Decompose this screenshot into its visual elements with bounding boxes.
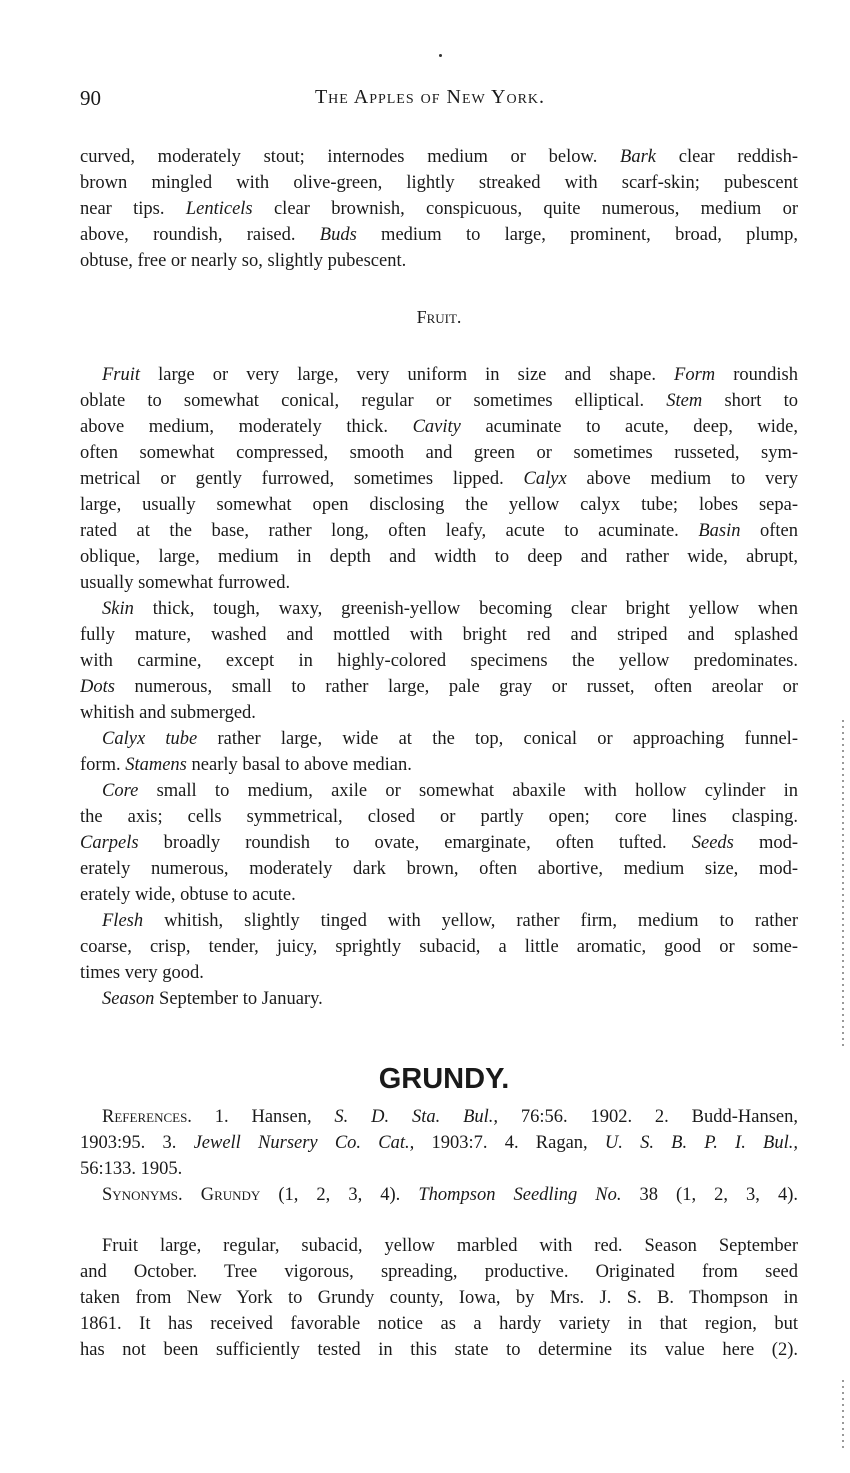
text-run: above medium to very (566, 469, 798, 489)
italic-term: Seeds (691, 833, 734, 853)
text-run: with carmine, except in highly-colored specimens the yellow predominates. (80, 651, 798, 671)
italic-term: Jewell Nursery Co. Cat., (193, 1133, 415, 1153)
scan-speck (439, 54, 442, 57)
text-run: metrical or gently furrowed, sometimes lipped. (80, 469, 524, 489)
text-run: often somewhat compressed, smooth and green or sometimes russeted, sym- (80, 443, 798, 463)
text-run: 56:133. 1905. (80, 1159, 183, 1179)
text-run: whitish, slightly tinged with yellow, rather firm, medium to rather (143, 911, 798, 931)
italic-term: Flesh (102, 911, 144, 931)
text-line (80, 778, 798, 804)
text-line (80, 1337, 798, 1363)
text-run: short to (702, 391, 798, 411)
running-title: The Apples of New York. (314, 86, 546, 108)
text-run: 1903:7. 4. Ragan, (414, 1133, 605, 1153)
text-run: curved, moderately stout; internodes medium or below. (80, 147, 621, 167)
text-run (183, 1185, 201, 1205)
text-run: taken from New York to Grundy county, Iowa, by Mrs. J. S. B. Thompson in (80, 1288, 798, 1308)
fruit-heading: Fruit. (416, 307, 462, 327)
italic-term: Buds (319, 225, 357, 245)
text-run: times very good. (80, 963, 204, 983)
text-run: above medium, moderately thick. (80, 417, 413, 437)
text-run: usually somewhat furrowed. (80, 573, 291, 593)
text-run: September to January. (154, 989, 323, 1009)
italic-term: Fruit (102, 365, 141, 385)
text-line (80, 960, 798, 986)
italic-term: S. D. Sta. Bul., (334, 1107, 499, 1127)
italic-term: Form (674, 365, 716, 385)
text-run: mod- (733, 833, 798, 853)
text-line (80, 544, 798, 570)
text-line (80, 248, 798, 274)
text-run: has not been sufficiently tested in this state to determine its value here (2). (80, 1340, 798, 1360)
italic-term: Lenticels (185, 199, 253, 219)
text-run: 1. Hansen, (191, 1107, 335, 1127)
variety-title: GRUNDY. (378, 1063, 510, 1095)
italic-term: Cavity (412, 417, 461, 437)
text-run: clear reddish- (656, 147, 798, 167)
text-line (80, 648, 798, 674)
bark-description-paragraph (80, 144, 798, 274)
text-line (80, 362, 798, 388)
text-run: obtuse, free or nearly so, slightly pubescent. (80, 251, 407, 271)
text-line (80, 492, 798, 518)
text-run: near tips. (80, 199, 186, 219)
italic-term: U. S. B. P. I. Bul., (604, 1133, 798, 1153)
text-run: small to medium, axile or somewhat abaxile with hollow cylinder in (138, 781, 798, 801)
text-line (80, 518, 798, 544)
italic-term: Calyx (523, 469, 567, 489)
grundy-description (80, 1233, 798, 1363)
text-run: often (740, 521, 798, 541)
text-line (80, 674, 798, 700)
text-line (80, 1130, 798, 1156)
text-line (80, 986, 798, 1012)
text-run: oblate to somewhat conical, regular or sometimes elliptical. (80, 391, 667, 411)
text-line (80, 908, 798, 934)
text-line (80, 196, 798, 222)
text-run: rated at the base, rather long, often leafy, acute to acuminate. (80, 521, 699, 541)
text-line (80, 222, 798, 248)
italic-term: Thompson Seedling No. (418, 1185, 622, 1205)
scan-edge-artifact (842, 1380, 844, 1450)
scan-edge-artifact (842, 720, 844, 1050)
text-run: roundish (715, 365, 798, 385)
italic-term: Bark (620, 147, 657, 167)
small-caps-label: Grundy (200, 1185, 261, 1205)
text-line (80, 1156, 798, 1182)
text-run: whitish and submerged. (80, 703, 256, 723)
text-line (80, 388, 798, 414)
text-run: above, roundish, raised. (80, 225, 320, 245)
text-run: erately numerous, moderately dark brown, often abortive, medium size, mod- (80, 859, 798, 879)
text-line (80, 1182, 798, 1208)
references-and-synonyms (80, 1104, 798, 1208)
italic-term: Basin (698, 521, 741, 541)
text-run: fully mature, washed and mottled with bright red and striped and splashed (80, 625, 798, 645)
text-line (80, 570, 798, 596)
italic-term: Stamens (125, 755, 187, 775)
text-run: rather large, wide at the top, conical or approaching funnel- (197, 729, 798, 749)
text-run: medium to large, prominent, broad, plump, (356, 225, 798, 245)
text-line (80, 856, 798, 882)
italic-term: Carpels (80, 833, 139, 853)
text-line (80, 466, 798, 492)
italic-term: Stem (666, 391, 703, 411)
italic-term: Dots (80, 677, 115, 697)
text-run: the axis; cells symmetrical, closed or partly open; core lines clasping. (80, 807, 798, 827)
fruit-description (80, 362, 798, 1012)
text-run: brown mingled with olive-green, lightly streaked with scarf-skin; pubescent (80, 173, 798, 193)
text-run: nearly basal to above median. (186, 755, 412, 775)
text-run: 1903:95. 3. (80, 1133, 194, 1153)
italic-term: Calyx tube (102, 729, 198, 749)
text-line (80, 170, 798, 196)
text-line (80, 596, 798, 622)
text-run: thick, tough, waxy, greenish-yellow becoming clear bright yellow when (133, 599, 798, 619)
text-line (80, 414, 798, 440)
text-line (80, 622, 798, 648)
small-caps-label: Synonyms. (102, 1185, 183, 1205)
text-run: oblique, large, medium in depth and width to deep and rather wide, abrupt, (80, 547, 798, 567)
text-line (80, 1233, 798, 1259)
italic-term: Skin (102, 599, 134, 619)
text-line (80, 804, 798, 830)
text-line (80, 726, 798, 752)
text-run: 76:56. 1902. 2. Budd-Hansen, (498, 1107, 798, 1127)
text-line (80, 830, 798, 856)
text-run: 38 (1, 2, 3, 4). (621, 1185, 798, 1205)
text-line (80, 700, 798, 726)
text-line (80, 1285, 798, 1311)
text-run: clear brownish, conspicuous, quite numerous, medium or (252, 199, 798, 219)
text-run: coarse, crisp, tender, juicy, sprightly subacid, a little aromatic, good or some- (80, 937, 798, 957)
text-run: numerous, small to rather large, pale gray or russet, often areolar or (114, 677, 798, 697)
small-caps-label: References. (102, 1107, 192, 1127)
text-line (80, 752, 798, 778)
italic-term: Season (102, 989, 155, 1009)
text-line (80, 144, 798, 170)
text-run: acuminate to acute, deep, wide, (460, 417, 798, 437)
page-number: 90 (80, 86, 101, 110)
text-line (80, 1259, 798, 1285)
italic-term: Core (102, 781, 139, 801)
text-run: broadly roundish to ovate, emarginate, often tufted. (138, 833, 692, 853)
text-run: large, usually somewhat open disclosing the yellow calyx tube; lobes sepa- (80, 495, 798, 515)
text-line (80, 934, 798, 960)
text-run: large or very large, very uniform in size and shape. (140, 365, 675, 385)
text-run: Fruit large, regular, subacid, yellow marbled with red. Season September (102, 1236, 798, 1256)
text-run: (1, 2, 3, 4). (260, 1185, 419, 1205)
text-line (80, 1104, 798, 1130)
text-run: erately wide, obtuse to acute. (80, 885, 296, 905)
text-run: 1861. It has received favorable notice as a hardy variety in that region, but (80, 1314, 798, 1334)
text-line (80, 1311, 798, 1337)
text-run: form. (80, 755, 126, 775)
text-run: and October. Tree vigorous, spreading, productive. Originated from seed (80, 1262, 798, 1282)
text-line (80, 882, 798, 908)
text-line (80, 440, 798, 466)
